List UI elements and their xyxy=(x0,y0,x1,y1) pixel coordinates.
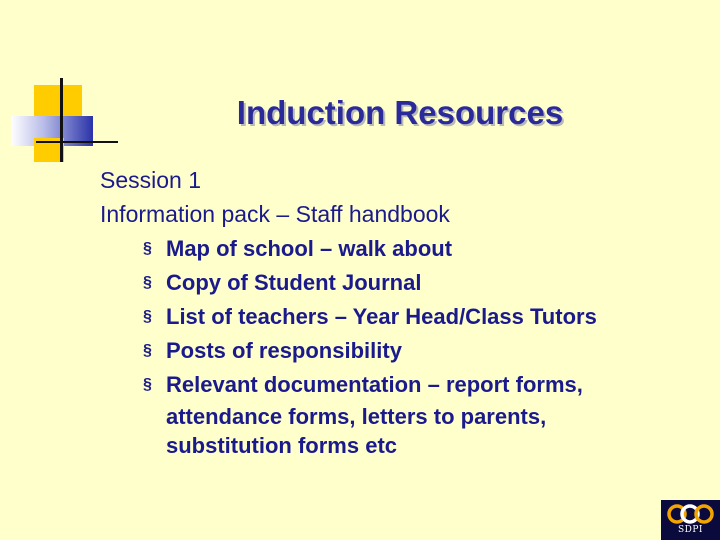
bullet-marker-icon: § xyxy=(143,240,152,257)
bullet-marker-icon: § xyxy=(143,308,152,325)
decoration-yellow-square-top xyxy=(34,85,82,118)
bullet-item xyxy=(143,266,686,300)
decoration-horizontal-line xyxy=(36,141,118,143)
slide-body xyxy=(100,163,450,231)
bullet-text: Copy of Student Journal xyxy=(166,270,422,295)
bullet-marker-icon: § xyxy=(143,274,152,291)
bullet-item xyxy=(143,334,686,368)
bullet-text: Posts of responsibility xyxy=(166,338,402,363)
bullet-item xyxy=(143,232,686,266)
bullet-item xyxy=(143,368,686,460)
bullet-text: Map of school – walk about xyxy=(166,236,453,261)
bullet-list xyxy=(143,232,686,460)
bullet-text-line-3: substitution forms etc xyxy=(166,433,398,458)
information-pack-line: Information pack – Staff handbook xyxy=(100,201,450,227)
decoration-vertical-line xyxy=(60,78,63,162)
bullet-marker-icon: § xyxy=(143,342,152,359)
sdpi-logo xyxy=(661,500,720,540)
bullet-marker-icon: § xyxy=(143,376,152,393)
logo-text: SDPI xyxy=(678,525,703,535)
logo-circles-icon xyxy=(666,502,716,526)
session-heading: Session 1 xyxy=(100,167,202,193)
bullet-text: List of teachers – Year Head/Class Tutors xyxy=(166,304,597,329)
bullet-text-line-2: attendance forms, letters to parents, xyxy=(166,404,547,429)
bullet-item xyxy=(143,300,686,334)
bullet-text-line-1: Relevant documentation – report forms, xyxy=(166,372,583,397)
slide-title: Induction Resources xyxy=(236,94,564,131)
